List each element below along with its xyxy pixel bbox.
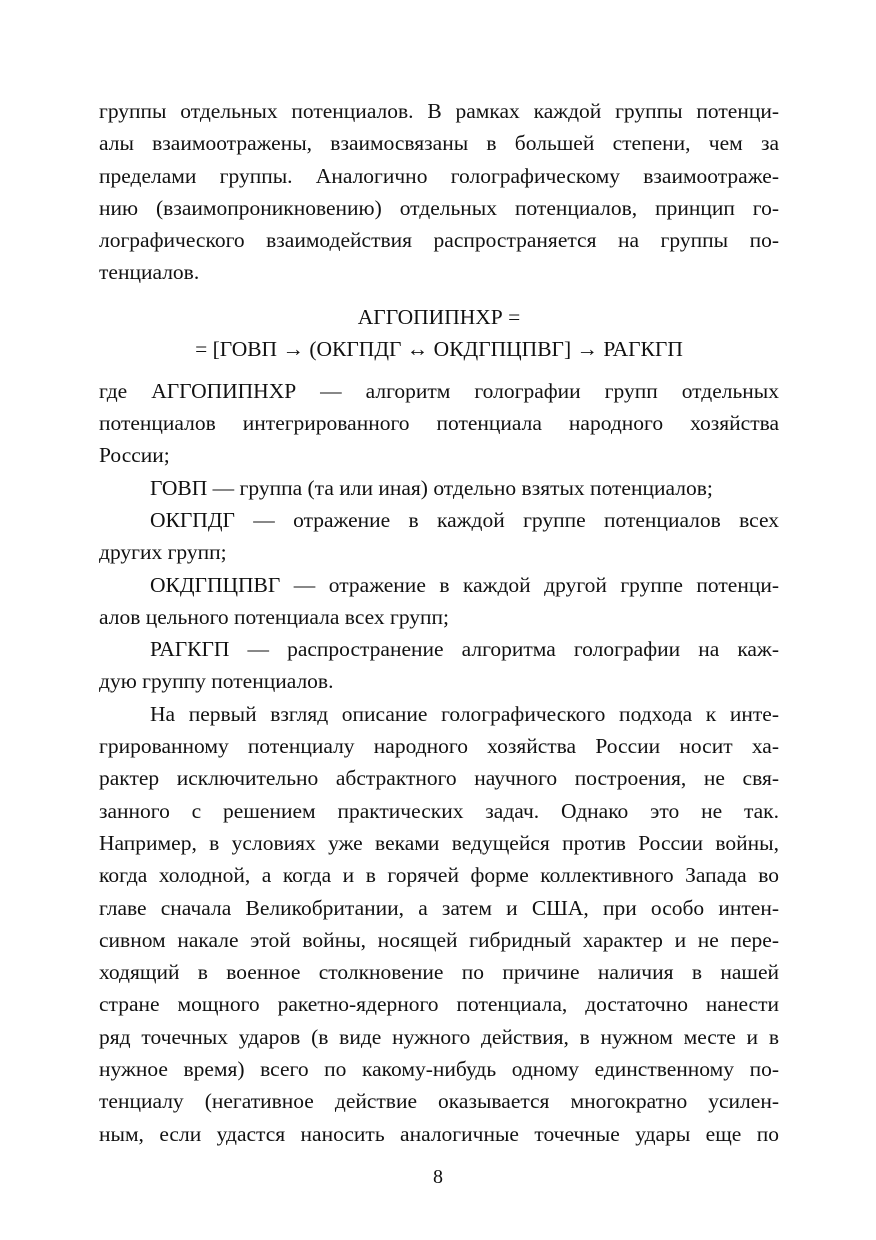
text-line: стране мощного ракетно-ядерного потенциала, достаточно нанести — [99, 992, 779, 1017]
text-line: лографического взаимодействия распространяется на группы по- — [99, 228, 779, 253]
definition-line: дую группу потенциалов. — [99, 669, 334, 694]
text-line: нужное время) всего по какому-нибудь одному единственному по- — [99, 1057, 779, 1082]
text-line: России; — [99, 443, 170, 468]
text-line: тенциалу (негативное действие оказывается многократно усилен- — [99, 1089, 779, 1114]
definition-list — [99, 472, 779, 698]
definition-line: ГОВП — группа (та или иная) отдельно взятых потенциалов; — [150, 475, 713, 500]
paragraph-intro — [99, 95, 779, 289]
text-line: когда холодной, а когда и в горячей форме коллективного Запада во — [99, 863, 779, 888]
text-line: главе сначала Великобритании, а затем и США, при особо интен- — [99, 895, 779, 920]
text-line: грированному потенциалу народного хозяйства России носит ха- — [99, 734, 779, 759]
definition-line: ОКДГПЦПВГ — отражение в каждой другой группе потенци- — [150, 572, 779, 597]
text-line: группы отдельных потенциалов. В рамках каждой группы потенци- — [99, 99, 779, 123]
where-clause — [99, 375, 779, 472]
paragraph-main — [99, 698, 779, 1150]
text-line: алы взаимоотражены, взаимосвязаны в большей степени, чем за — [99, 131, 779, 156]
text-line: где АГГОПИПНХР — алгоритм голографии групп отдельных — [99, 378, 779, 403]
document-page — [99, 95, 779, 1150]
definition-line: алов цельного потенциала всех групп; — [99, 604, 450, 629]
text-line: занного с решением практических задач. Однако это не так. — [99, 798, 779, 823]
text-line: потенциалов интегрированного потенциала народного хозяйства — [99, 411, 779, 436]
text-line: Например, в условиях уже веками ведущейся против России войны, — [99, 830, 779, 855]
text-line: ходящий в военное столкновение по причине наличия в нашей — [99, 960, 779, 985]
text-line: тенциалов. — [99, 260, 200, 285]
formula-line-2: = [ГОВП → (ОКГПДГ ↔ ОКДГПЦПВГ] → РАГКГП — [195, 336, 683, 361]
formula-block — [99, 301, 779, 365]
text-line: пределами группы. Аналогично голографическому взаимоотраже- — [99, 163, 779, 188]
text-line: На первый взгляд описание голографического подхода к инте- — [150, 701, 779, 726]
definition-line: других групп; — [99, 540, 227, 565]
text-line: рактер исключительно абстрактного научного построения, не свя- — [99, 766, 779, 791]
text-line: сивном накале этой войны, носящей гибридный характер и не пере- — [99, 927, 779, 952]
page-number: 8 — [433, 1166, 443, 1188]
definition-line: РАГКГП — распространение алгоритма голографии на каж- — [150, 637, 779, 662]
text-line: ным, если удастся наносить аналогичные точечные удары еще по — [99, 1121, 779, 1146]
formula-line-1: АГГОПИПНХР = — [357, 304, 521, 329]
text-line: нию (взаимопроникновению) отдельных потенциалов, принцип го- — [99, 195, 779, 220]
definition-line: ОКГПДГ — отражение в каждой группе потенциалов всех — [150, 507, 779, 532]
text-line: ряд точечных ударов (в виде нужного действия, в нужном месте и в — [99, 1024, 779, 1049]
